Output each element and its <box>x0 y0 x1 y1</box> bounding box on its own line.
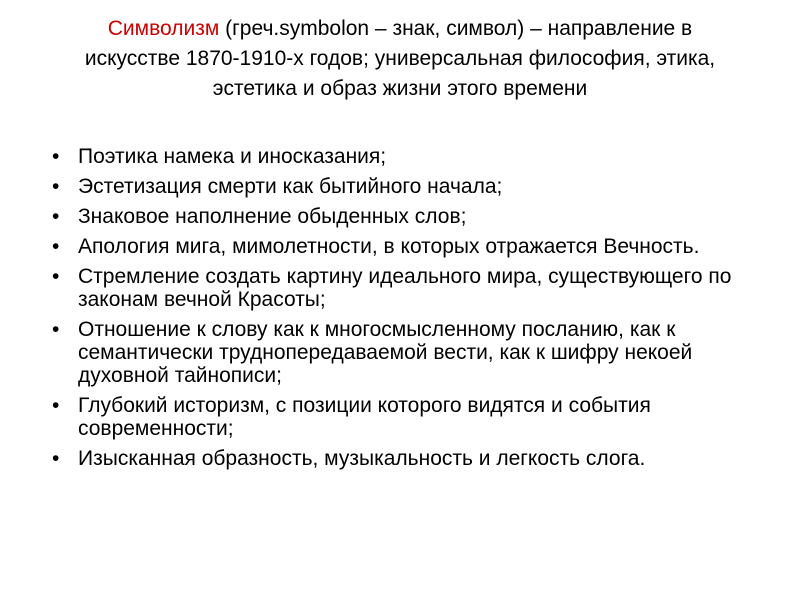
list-item <box>48 205 748 228</box>
list-item-text: Эстетизация смерти как бытийного начала; <box>78 175 503 198</box>
bullet-marker: • <box>52 145 60 168</box>
list-item <box>48 394 748 440</box>
list-item-text: Глубокий историзм, с позиции которого видятся и события современности; <box>78 394 651 440</box>
list-item-text: Поэтика намека и иносказания; <box>78 145 387 168</box>
list-item <box>48 265 748 311</box>
list-item <box>48 145 748 168</box>
list-item <box>48 447 748 470</box>
bullet-marker: • <box>52 175 60 198</box>
bullet-marker: • <box>52 447 60 470</box>
list-item <box>48 318 748 387</box>
bullet-marker: • <box>52 235 60 258</box>
slide-heading <box>60 14 740 104</box>
bullet-list <box>48 145 748 477</box>
list-item-text: Знаковое наполнение обыденных слов; <box>78 205 467 228</box>
bullet-marker: • <box>52 265 60 288</box>
list-item <box>48 175 748 198</box>
bullet-marker: • <box>52 318 60 341</box>
bullet-marker: • <box>52 394 60 417</box>
list-item-text: Стремление создать картину идеального мира, существующего по законам вечной Красоты; <box>78 265 732 311</box>
list-item-text: Изысканная образность, музыкальность и легкость слога. <box>78 447 646 470</box>
list-item-text: Апология мига, мимолетности, в которых отражается Вечность. <box>78 235 700 258</box>
bullet-marker: • <box>52 205 60 228</box>
list-item-text: Отношение к слову как к многосмысленному посланию, как к семантически труднопередаваемой вести, как к шифру некоей духовной тайнописи; <box>78 318 693 387</box>
list-item <box>48 235 748 258</box>
heading-term: Символизм <box>107 17 220 40</box>
heading-definition: (греч.symbolon – знак, символ) – направление в искусстве 1870-1910-х годов; универсальная философия, этика, эстетика и образ жизни этого времени <box>84 17 716 100</box>
